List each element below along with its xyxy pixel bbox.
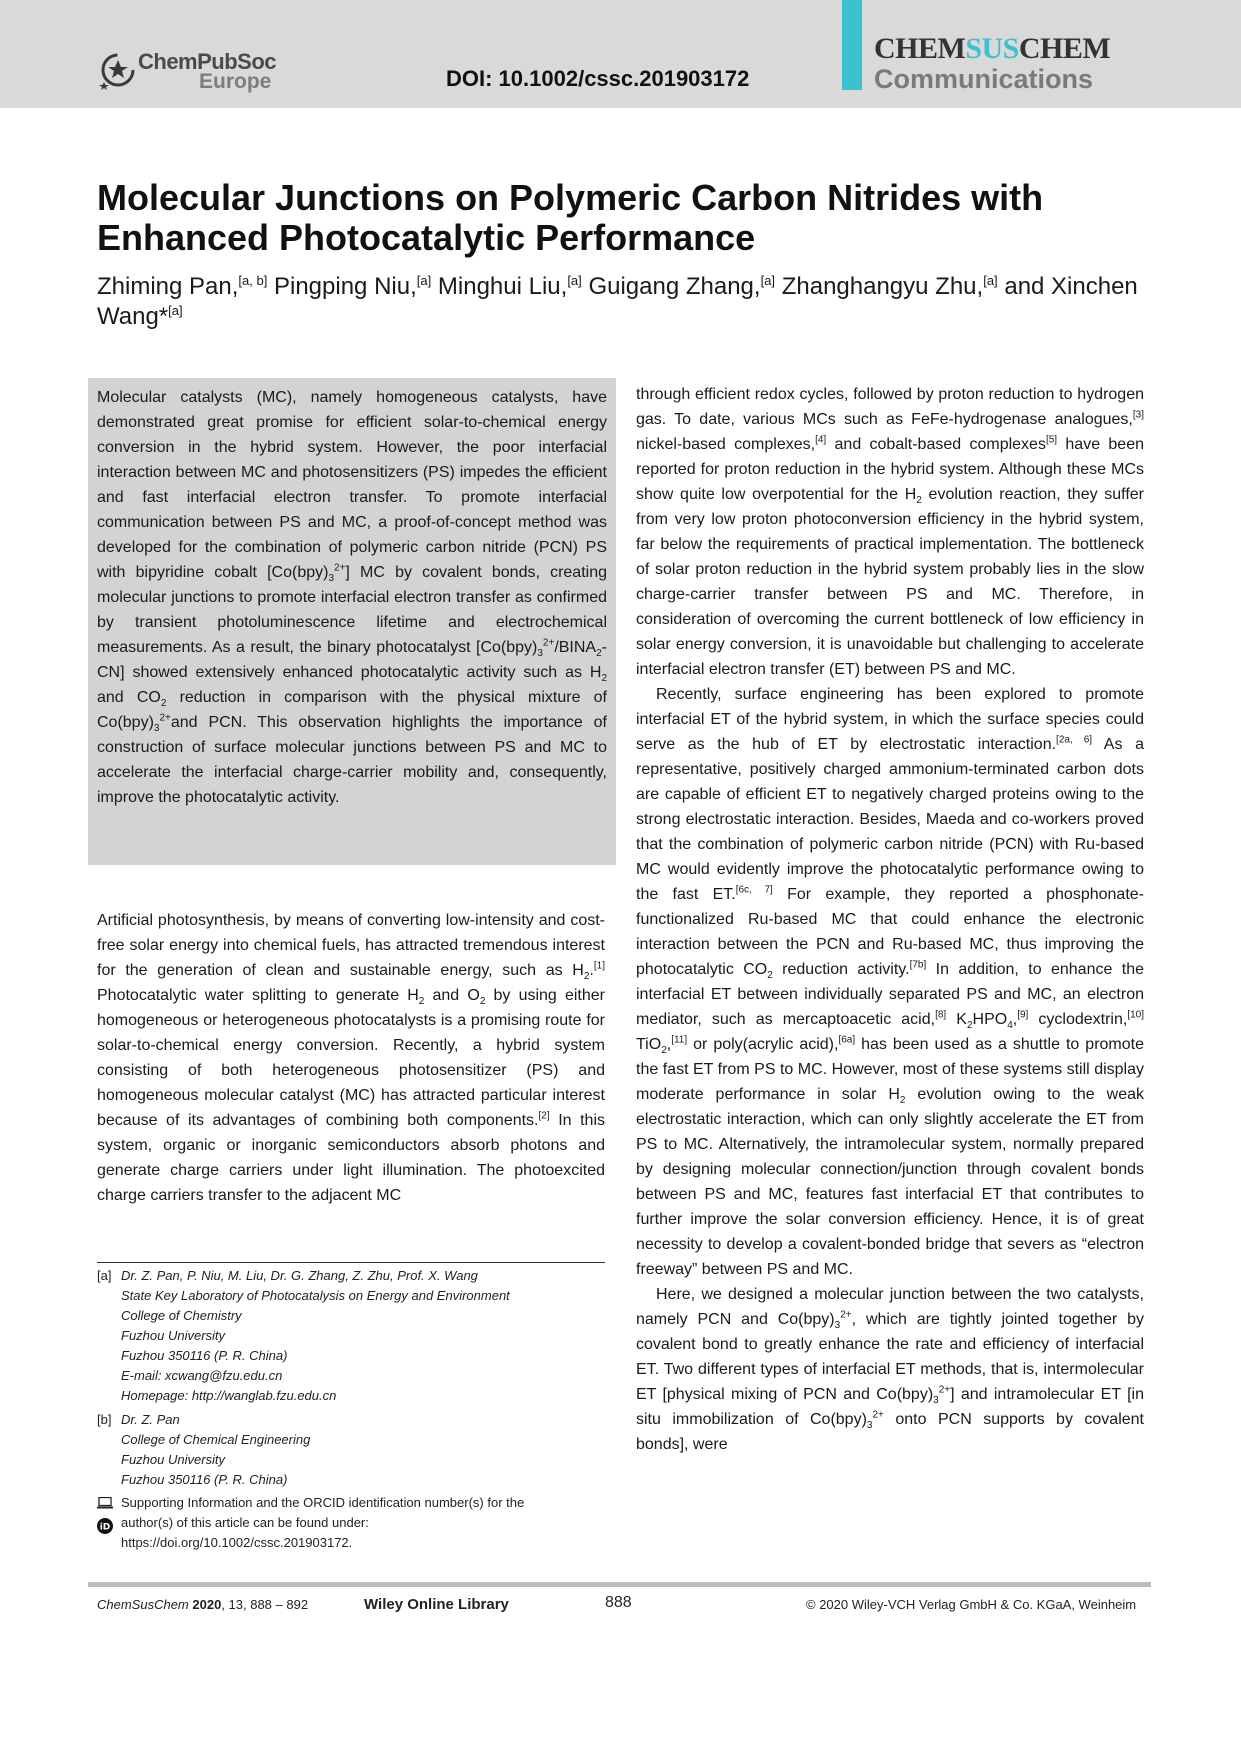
- journal-name-part3: CHEM: [1018, 32, 1111, 65]
- orcid-icon: [97, 1518, 113, 1534]
- article-section: Communications: [874, 64, 1094, 94]
- affiliation-line: Fuzhou University: [121, 1328, 226, 1343]
- publisher-logo: [98, 46, 288, 94]
- affiliation-line: Dr. Z. Pan, P. Niu, M. Liu, Dr. G. Zhang, Z. Zhu, Prof. X. Wang: [121, 1268, 478, 1283]
- affiliation-line: Fuzhou 350116 (P. R. China): [121, 1472, 288, 1487]
- affiliation-homepage[interactable]: Homepage: http://wanglab.fzu.edu.cn: [121, 1388, 337, 1403]
- abstract-box: [88, 378, 616, 865]
- supporting-information: [97, 1493, 605, 1553]
- footer-bar: [88, 1582, 1151, 1587]
- chempubsoc-star-icon: [98, 48, 142, 92]
- affiliation-key: [b]: [97, 1412, 112, 1427]
- footer-volume-pages: , 13, 888 – 892: [221, 1597, 309, 1612]
- supporting-line: Supporting Information and the ORCID identification number(s) for the: [121, 1495, 525, 1510]
- journal-accent-bar: [842, 0, 862, 90]
- laptop-icon: [97, 1497, 113, 1509]
- abstract-text: Molecular catalysts (MC), namely homogeneous catalysts, have demonstrated great promise for efficient solar-to-chemical energy conversion in the hybrid system. However, the poor interfacial interaction between MC and photosensitizers (PS) impedes the efficient and fast interfacial electron transfer. To promote interfacial communication between PS and MC, a proof-of-concept method was developed for the combination of polymeric carbon nitride (PCN) PS with bipyridine cobalt $[Co(bpy)_3^{2+}]$ MC by covalent bonds, creating molecular junctions to promote interfacial electron transfer as confirmed by transient photoluminescence lifetime and electrochemical measurements. As a result, the binary photocatalyst $[Co(bpy)_3^{2+}/BINA_2-CN]$ showed extensively enhanced photocatalytic activity such as $H_2$ and $CO_2$ reduction in comparison with the physical mixture of $Co(bpy)_3^{2+}and$ PCN. This observation highlights the importance of construction of surface molecular junctions between PS and MC to accelerate the interfacial charge-carrier mobility and, consequently, improve the photocatalytic activity.: [97, 389, 607, 806]
- footer-copyright: © 2020 Wiley-VCH Verlag GmbH & Co. KGaA, Weinheim: [806, 1597, 1137, 1612]
- body-paragraph: through efficient redox cycles, followed by proton reduction to hydrogen gas. To date, various MCs such as FeFe-hydrogenase analogues,[3] nickel-based complexes,[4] and cobalt-based complexes[5] have been reported for proton reduction in the hybrid system. Although these MCs show quite low overpotential for the $H_2$ evolution reaction, they suffer from very low proton photoconversion efficiency in the hybrid system, far below the requirements of practical implementation. The bottleneck of solar proton reduction in the hybrid system probably lies in the slow charge-carrier transfer between PS and MC. Therefore, in consideration of overcoming the current bottleneck of low efficiency in solar energy conversion, it is unavoidable but challenging to accelerate interfacial electron transfer (ET) between PS and MC.: [636, 386, 1145, 678]
- body-paragraph: Here, we designed a molecular junction between the two catalysts, namely PCN and $Co(bpy)_3^{2+}$, which are tightly jointed together by covalent bond to greatly enhance the rate and efficiency of interfacial ET. Two different types of interfacial ET methods, that is, intermolecular ET [physical mixing of PCN and $Co(bpy)_3^{2+}$] and intramolecular ET [in situ immobilization of $Co(bpy)_3^{2+}$ onto PCN supports by covalent bonds], were: [636, 1286, 1145, 1453]
- logo-text-europe: Europe: [199, 70, 272, 93]
- footer-library-link[interactable]: Wiley Online Library: [364, 1596, 509, 1613]
- footer-year: 2020: [192, 1597, 222, 1612]
- author-list: Zhiming Pan,[a, b] Pingping Niu,[a] Minghui Liu,[a] Guigang Zhang,[a] Zhanghangyu Zhu,[a] and Xinchen Wang*[a]: [97, 273, 1138, 330]
- supporting-link[interactable]: https://doi.org/10.1002/cssc.201903172.: [121, 1535, 353, 1550]
- logo-text-chempubsoc: ChemPubSoc: [138, 49, 277, 74]
- svg-text:iD: iD: [99, 1522, 111, 1533]
- affiliation-line: College of Chemical Engineering: [121, 1432, 311, 1447]
- right-column: [636, 382, 1144, 1457]
- affiliation-line: Fuzhou University: [121, 1452, 226, 1467]
- footer-journal: ChemSusChem: [97, 1597, 189, 1612]
- affiliation-a: [97, 1266, 605, 1406]
- affiliation-line: Dr. Z. Pan: [121, 1412, 180, 1427]
- left-column: [97, 908, 605, 1208]
- journal-name: [874, 32, 1110, 66]
- body-paragraph: Artificial photosynthesis, by means of converting low-intensity and cost-free solar energy into chemical fuels, has attracted tremendous interest for the generation of clean and sustainable energy, such as $H_2.[1]$ Photocatalytic water splitting to generate $H_2$ and $O_2$ by using either homogeneous or heterogeneous photocatalysts is a promising route for solar-to-chemical energy conversion. Recently, a hybrid system consisting of both heterogeneous photosensitizer (PS) and homogeneous molecular catalyst (MC) has attracted particular interest because of its advantages of combining both components.[2] In this system, organic or inorganic semiconductors absorb photons and generate charge carriers under light illumination. The photoexcited charge carriers transfer to the adjacent MC: [97, 912, 605, 1204]
- page-number: 888: [605, 1594, 632, 1611]
- supporting-line: author(s) of this article can be found under:: [121, 1515, 369, 1530]
- affiliation-line: Fuzhou 350116 (P. R. China): [121, 1348, 288, 1363]
- article-title: Molecular Junctions on Polymeric Carbon Nitrides with Enhanced Photocatalytic Performance: [97, 177, 1044, 258]
- affiliation-line: State Key Laboratory of Photocatalysis on Energy and Environment: [121, 1288, 510, 1303]
- affiliation-email[interactable]: E-mail: xcwang@fzu.edu.cn: [121, 1368, 283, 1383]
- affiliation-key: [a]: [97, 1268, 112, 1283]
- footer-citation: [97, 1597, 308, 1612]
- affiliation-b: [97, 1410, 605, 1490]
- affiliation-line: College of Chemistry: [121, 1308, 242, 1323]
- journal-name-part2: SUS: [965, 32, 1019, 65]
- affiliation-divider: [97, 1262, 605, 1263]
- journal-name-part1: CHEM: [874, 32, 966, 65]
- body-paragraph: Recently, surface engineering has been explored to promote interfacial ET of the hybrid system, in which the surface species could serve as the hub of ET by electrostatic interaction.[2a, 6] As a representative, positively charged ammonium-terminated carbon dots are capable of efficient ET to negatively charged proteins owing to the strong electrostatic interaction. Besides, Maeda and co-workers proved that the combination of polymeric carbon nitride (PCN) with Ru-based MC would evidently improve the photocatalytic performance owing to the fast ET.[6c, 7] For example, they reported a phosphonate-functionalized Ru-based MC that could enhance the electronic interaction between the PCN and Ru-based MC, thus improving the photocatalytic $CO_2$ reduction activity.[7b] In addition, to enhance the interfacial ET between individually separated PS and MC, an electron mediator, such as mercaptoacetic acid,[8] $K_2HPO_4,[9]$ cyclodextrin,[10] TiO$_2$,[11] or poly(acrylic acid),[6a] has been used as a shuttle to promote the fast ET from PS to MC. However, most of these systems still display moderate performance in solar $H_2$ evolution owing to the weak electrostatic interaction, which can only slightly accelerate the ET from PS to MC. Alternatively, the intramolecular system, normally prepared by designing molecular connection/junction through covalent bonds between PS and MC, features fast interfacial ET that contributes to further improve the solar conversion efficiency. Hence, it is of great necessity to develop a covalent-bonded bridge that severs as “electron freeway” between PS and MC.: [636, 686, 1145, 1278]
- doi[interactable]: DOI: 10.1002/cssc.201903172: [446, 66, 750, 91]
